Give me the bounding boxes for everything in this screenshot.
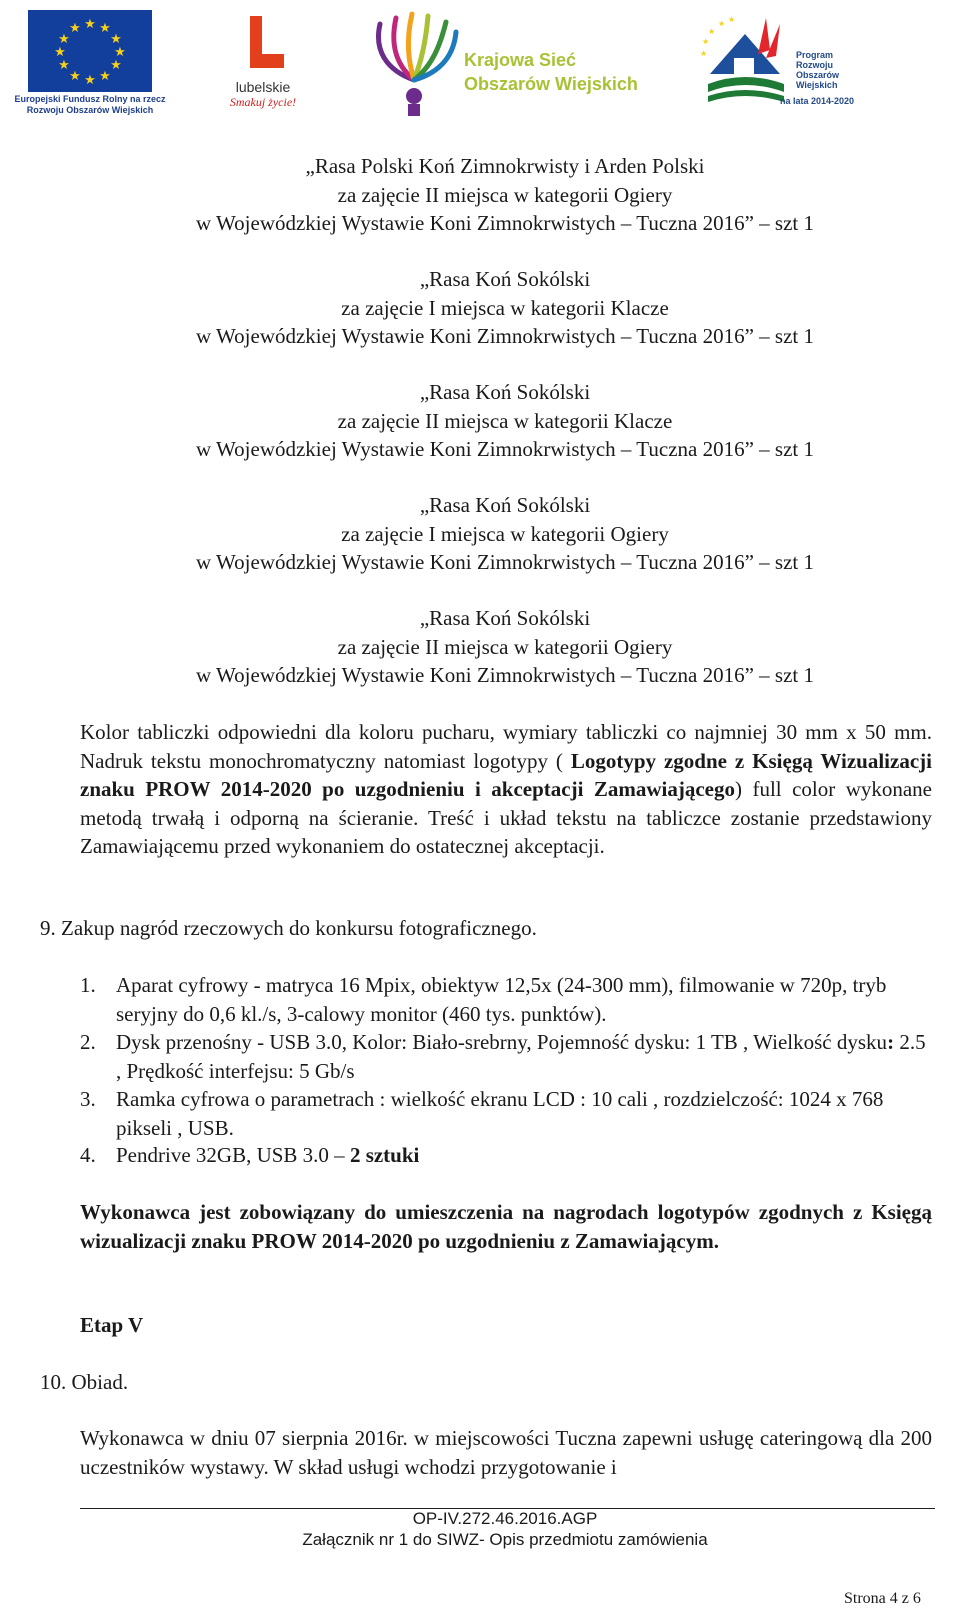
award-event: w Wojewódzkiej Wystawie Koni Zimnokrwistych – Tuczna 2016” – szt 1 [195, 663, 815, 687]
prize-text-end: 2.5 , Prędkość interfejsu: 5 Gb/s [116, 1030, 926, 1083]
plaque-text-1: Kolor tabliczki odpowiedni dla koloru pucharu, wymiary tabliczki co najmniej 30 mm x 50 mm. Nadruk tekstu monochromatyczny natomiast logotypy ( [80, 720, 932, 773]
ksow-line-1: Krajowa Sieć [464, 50, 577, 70]
svg-text:★: ★ [58, 32, 70, 47]
footer-reference: OP-IV.272.46.2016.AGP [412, 1509, 598, 1528]
award-event: w Wojewódzkiej Wystawie Koni Zimnokrwistych – Tuczna 2016” – szt 1 [195, 211, 815, 235]
eu-caption-1: Europejski Fundusz Rolny na rzecz [14, 94, 166, 104]
prize-item-2 [80, 1028, 930, 1085]
prize-item-4 [80, 1141, 930, 1170]
svg-text:★: ★ [99, 21, 111, 36]
prow-logo [700, 14, 890, 124]
svg-text:★: ★ [702, 37, 710, 46]
plaque-text-bold: Logotypy zgodne z Księgą Wizualizacji znaku PROW 2014-2020 po uzgodnieniu i akceptacji Zamawiającego [80, 748, 932, 801]
section-10-title: 10. Obiad. [40, 1370, 129, 1394]
award-place: za zajęcie II miejsca w kategorii Ogiery [337, 182, 673, 207]
award-title: „Rasa Koń Sokólski [419, 380, 591, 404]
prize-item-3 [80, 1085, 930, 1142]
plaque-text-3: ) full color wykonane metodą trwałą i odporną na ścieranie. Treść i układ tekstu na tabliczce zostanie przedstawiony Zamawiającemu przed wykonaniem do ostatecznej akceptacji. [80, 777, 932, 858]
lubelskie-slogan: Smakuj życie! [229, 95, 297, 109]
award-title: „Rasa Polski Koń Zimnokrwisty i Arden Polski [305, 154, 705, 178]
svg-text:★: ★ [99, 69, 111, 84]
svg-text:★: ★ [84, 73, 96, 88]
prow-emblem-icon [700, 14, 790, 110]
award-event: w Wojewódzkiej Wystawie Koni Zimnokrwistych – Tuczna 2016” – szt 1 [195, 324, 815, 348]
award-place: za zajęcie I miejsca w kategorii Klacze [341, 295, 669, 320]
svg-text:★: ★ [728, 15, 736, 24]
lubelskie-name: lubelskie [235, 79, 291, 95]
svg-text:★: ★ [110, 32, 122, 47]
prize-text: Ramka cyfrowa o parametrach : wielkość ekranu LCD : 10 cali , rozdzielczość: 1024 x 768 pikseli , USB. [116, 1087, 884, 1140]
eu-logo [10, 10, 170, 116]
award-event: w Wojewódzkiej Wystawie Koni Zimnokrwistych – Tuczna 2016” – szt 1 [195, 437, 815, 461]
award-block-5 [0, 604, 960, 690]
prow-line-4: Wiejskich [796, 80, 838, 90]
footer-attachment: Załącznik nr 1 do SIWZ- Opis przedmiotu zamówienia [302, 1530, 708, 1549]
prize-number: 4. [80, 1143, 96, 1167]
prize-item-1 [80, 971, 930, 1028]
ksow-tree-icon [366, 10, 462, 118]
lubelskie-l-icon [238, 14, 288, 72]
award-block-4 [0, 491, 960, 577]
award-block-3 [0, 378, 960, 464]
svg-text:★: ★ [110, 58, 122, 73]
award-block-1 [0, 152, 960, 238]
prize-number: 2. [80, 1030, 96, 1054]
award-place: za zajęcie II miejsca w kategorii Ogiery [337, 634, 673, 659]
award-title: „Rasa Koń Sokólski [419, 493, 591, 517]
award-place: za zajęcie II miejsca w kategorii Klacze [337, 408, 673, 433]
section-9-title: 9. Zakup nagród rzeczowych do konkursu fotograficznego. [40, 916, 537, 940]
prize-text: Pendrive 32GB, USB 3.0 – [116, 1143, 350, 1167]
header-logos [0, 0, 960, 140]
ksow-line-2: Obszarów Wiejskich [464, 74, 638, 94]
svg-text:★: ★ [700, 49, 708, 58]
obligation-paragraph: Wykonawca jest zobowiązany do umieszczenia na nagrodach logotypów zgodnych z Księgą wizualizacji znaku PROW 2014-2020 po uzgodnieniu z Zamawiającym. [80, 1200, 932, 1253]
prow-line-1: Program [796, 50, 834, 60]
stage-heading: Etap V [80, 1313, 144, 1337]
svg-text:★: ★ [708, 27, 716, 36]
prow-line-2: Rozwoju [796, 60, 833, 70]
svg-text:★: ★ [58, 58, 70, 73]
award-title: „Rasa Koń Sokólski [419, 267, 591, 291]
prize-text-bold: : [887, 1030, 895, 1054]
eu-caption-2: Rozwoju Obszarów Wiejskich [26, 105, 154, 115]
award-title: „Rasa Koń Sokólski [419, 606, 591, 630]
prize-number: 3. [80, 1087, 96, 1111]
lubelskie-logo [218, 14, 308, 110]
svg-text:★: ★ [69, 69, 81, 84]
page-number: Strona 4 z 6 [844, 1590, 921, 1607]
prow-line-3: Obszarów [796, 70, 840, 80]
eu-flag-icon [28, 10, 152, 92]
svg-text:★: ★ [54, 45, 66, 60]
prize-text-bold: 2 sztuki [349, 1143, 420, 1167]
award-event: w Wojewódzkiej Wystawie Koni Zimnokrwistych – Tuczna 2016” – szt 1 [195, 550, 815, 574]
plaque-paragraph [80, 718, 932, 861]
svg-text:★: ★ [718, 19, 726, 28]
award-place: za zajęcie I miejsca w kategorii Ogiery [341, 521, 669, 546]
prow-years: na lata 2014-2020 [780, 96, 855, 106]
svg-text:★: ★ [69, 21, 81, 36]
ksow-logo [366, 10, 666, 120]
prize-number: 1. [80, 973, 96, 997]
catering-paragraph: Wykonawca w dniu 07 sierpnia 2016r. w miejscowości Tuczna zapewni usługę cateringową dla 200 uczestników wystawy. W skład usługi wchodzi przygotowanie i [80, 1426, 932, 1479]
prize-text: Aparat cyfrowy - matryca 16 Mpix, obiektyw 12,5x (24-300 mm), filmowanie w 720p, tryb seryjny do 0,6 kl./s, 3-calowy monitor (460 tys. punktów). [116, 973, 887, 1026]
svg-text:★: ★ [114, 45, 126, 60]
svg-text:★: ★ [84, 17, 96, 32]
prize-text: Dysk przenośny - USB 3.0, Kolor: Biało-srebrny, Pojemność dysku: 1 TB , Wielkość dysku [116, 1030, 888, 1054]
award-block-2 [0, 265, 960, 351]
